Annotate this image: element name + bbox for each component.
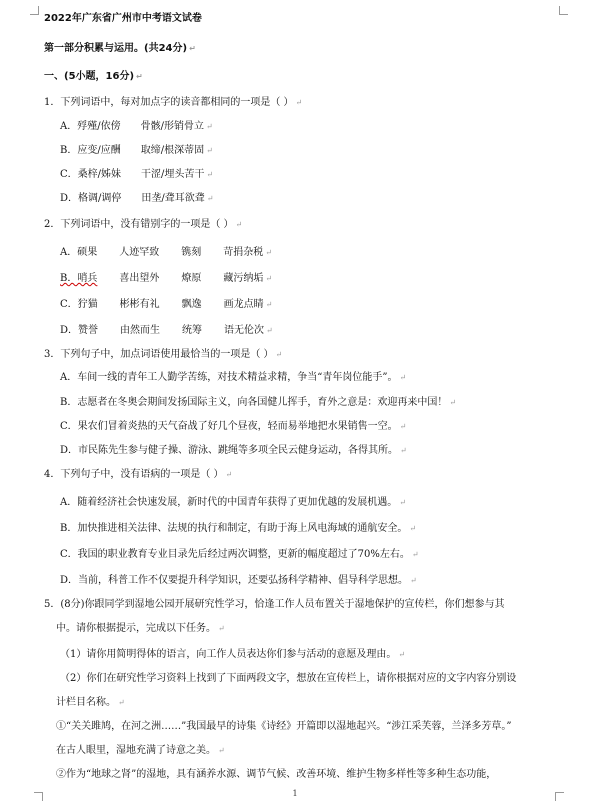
corner-mark-top-left [30,6,39,15]
paragraph-mark-icon: ↵ [399,498,406,507]
q2-a-word1: A．硕果 [60,247,98,258]
q1-option-a [60,120,213,134]
q4-b-text: B．加快推进相关法律、法规的执行和制定，有助于海上风电海域的通航安全。 [60,523,408,534]
q2-d-word2: 由然而生 [120,325,161,336]
q2-b-word4: 藏污纳垢 [223,273,264,284]
q4-a-text: A．随着经济社会快速发展，新时代的中国青年获得了更加优越的发展机遇。 [60,497,398,508]
q2-a-word4: 苛捐杂税 [223,247,264,258]
q2-d-word3: 统筹 [182,325,203,336]
q5-para1-line2-text: 在古人眼里，湿地充满了诗意之美。 [56,745,216,756]
paragraph-mark-icon: ↵ [235,220,243,229]
q2-stem-text: 2．下列词语中，没有错别字的一项是（ ） [44,219,234,230]
q2-option-d [60,324,273,338]
q2-c-word4: 画龙点睛 [223,299,264,310]
paragraph-mark-icon: ↵ [400,446,407,455]
q2-c-word2: 彬彬有礼 [119,299,160,310]
paragraph-mark-icon: ↵ [409,524,417,533]
q5-stem-line2-text: 中。请你根据提示，完成以下任务。 [56,623,216,634]
paragraph-mark-icon: ↵ [398,650,406,659]
q5-paragraph-1-line1 [56,720,511,734]
question-3-stem [44,348,282,362]
q4-stem-text: 4．下列句子中，没有语病的一项是（ ） [44,469,224,480]
q1-a-word1: A．殍殣/依傍 [60,121,121,132]
q3-option-a [60,371,406,385]
page-number: 1 [292,789,298,798]
q1-option-c [60,168,213,182]
paragraph-mark-icon: ↵ [266,326,273,335]
paragraph-mark-icon: ↵ [410,576,417,585]
q4-c-text: C．我国的职业教育专业目录先后经过两次调整，更新的幅度超过了70%左右。 [60,549,410,560]
paragraph-mark-icon: ↵ [218,624,225,633]
q1-d-word2: 田垄/聋耳欲聋 [141,193,205,204]
q3-option-d [60,444,407,458]
q4-d-text: D．当前，科普工作不仅要提升科学知识，还要弘扬科学精神、倡导科学思想。 [60,575,409,586]
paragraph-mark-icon: ↵ [206,170,214,179]
q3-d-text: D．市民陈先生参与健子操、游泳、跳绳等多项全民云健身运动，各得其所。 [60,445,399,456]
q5-stem-line1-text: 5．(8分)你跟同学到湿地公园开展研究性学习，恰逢工作人员布置关于湿地保护的宣传栏，你们想参与其 [44,599,505,610]
q4-option-a [60,496,406,510]
paragraph-mark-icon: ↵ [206,146,213,155]
q3-option-b [60,396,456,410]
q5-task-2-line1 [60,672,516,686]
q3-stem-text: 3．下列句子中，加点词语使用最恰当的一项是（ ） [44,349,274,360]
q2-a-word3: 镌刻 [181,247,202,258]
q5-para1-line1-text: ①“关关雎鸠，在河之洲……”我国最早的诗集《诗经》开篇即以湿地起兴。“涉江采芙蓉，兰泽多芳草。” [56,721,512,732]
paragraph-mark-icon: ↵ [225,470,233,479]
paragraph-mark-icon: ↵ [206,194,214,203]
q5-paragraph-2-line1 [56,768,496,782]
question-5-stem-line2 [56,622,225,636]
paragraph-mark-icon: ↵ [399,422,407,431]
q2-d-word4: 语无伦次 [224,325,265,336]
part-heading [44,42,196,56]
section-heading-text: 一、(5小题，16分) [44,71,135,82]
q5-para2-line1-text: ②作为“地球之肾”的湿地，具有涵养水源、调节气候、改善环境、维护生物多样性等多种生态功能， [56,769,497,780]
question-2-stem [44,218,242,232]
q1-c-word1: C．桑梓/姊妹 [60,169,122,180]
q3-c-text: C．果农们冒着炎热的天气奋战了好几个昼夜，轻而易举地把水果销售一空。 [60,421,398,432]
q2-a-word2: 人迹罕致 [119,247,160,258]
q5-task-2-line2 [56,696,125,710]
exam-title [44,12,202,26]
q2-option-b [60,272,272,286]
question-1-stem [44,96,302,110]
paragraph-mark-icon: ↵ [218,746,225,755]
paragraph-mark-icon: ↵ [189,44,196,53]
q2-b-word3: 燎原 [181,273,202,284]
q2-c-word3: 飘逸 [181,299,202,310]
q2-b-word2: 喜出望外 [119,273,160,284]
q1-b-word1: B．应变/应酬 [60,145,121,156]
q5-task2-line1-text: （2）你们在研究性学习资料上找到了下面两段文字，想放在宣传栏上，请你根据对应的文字内容分别设 [60,673,517,684]
q1-a-word2: 骨骸/形销骨立 [140,121,204,132]
section-heading [44,70,143,84]
q2-c-word1: C．狞猫 [60,299,98,310]
q4-option-b [60,522,416,536]
q2-b-word1: B．哨兵 [60,273,98,284]
q2-option-a [60,246,272,260]
q5-paragraph-1-line2 [56,744,225,758]
paragraph-mark-icon: ↵ [265,248,272,257]
part-heading-text: 第一部分积累与运用。(共24分) [44,43,188,54]
q3-a-text: A．车间一线的青年工人勤学苦练，对技术精益求精，争当“青年岗位能手”。 [60,372,398,383]
paragraph-mark-icon: ↵ [399,373,407,382]
paragraph-mark-icon: ↵ [411,550,419,559]
corner-mark-top-right [559,6,568,15]
q3-option-c [60,420,406,434]
q2-option-c [60,298,272,312]
paragraph-mark-icon: ↵ [275,350,283,359]
q1-d-word1: D．格调/调停 [60,193,122,204]
paragraph-mark-icon: ↵ [136,72,143,81]
paragraph-mark-icon: ↵ [295,98,303,107]
question-5-stem-line1 [44,598,505,612]
q1-option-d [60,192,213,206]
q5-task-1 [60,648,405,662]
paragraph-mark-icon: ↵ [205,122,213,131]
exam-title-text: 2022年广东省广州市中考语文试卷 [44,13,202,24]
paragraph-mark-icon: ↵ [118,698,125,707]
question-4-stem [44,468,232,482]
q4-option-c [60,548,419,562]
q3-b-text: B．志愿者在冬奥会期间发扬国际主义，向各国健儿挥手，育外之意是：欢迎再来中国！ [60,397,448,408]
q2-d-word1: D．赞誉 [60,325,99,336]
q1-c-word2: 干涩/埋头苦干 [141,169,205,180]
q4-option-d [60,574,417,588]
paragraph-mark-icon: ↵ [449,398,457,407]
paragraph-mark-icon: ↵ [265,300,273,309]
q1-b-word2: 取缔/根深蒂固 [140,145,205,156]
q5-task2-line2-text: 计栏目名称。 [56,697,116,708]
q1-option-b [60,144,213,158]
paragraph-mark-icon: ↵ [265,274,273,283]
q1-stem-text: 1．下列词语中，每对加点字的读音都相同的一项是（ ） [44,97,294,108]
q5-task1-text: （1）请你用简明得体的语言，向工作人员表达你们参与活动的意愿及理由。 [60,649,397,660]
